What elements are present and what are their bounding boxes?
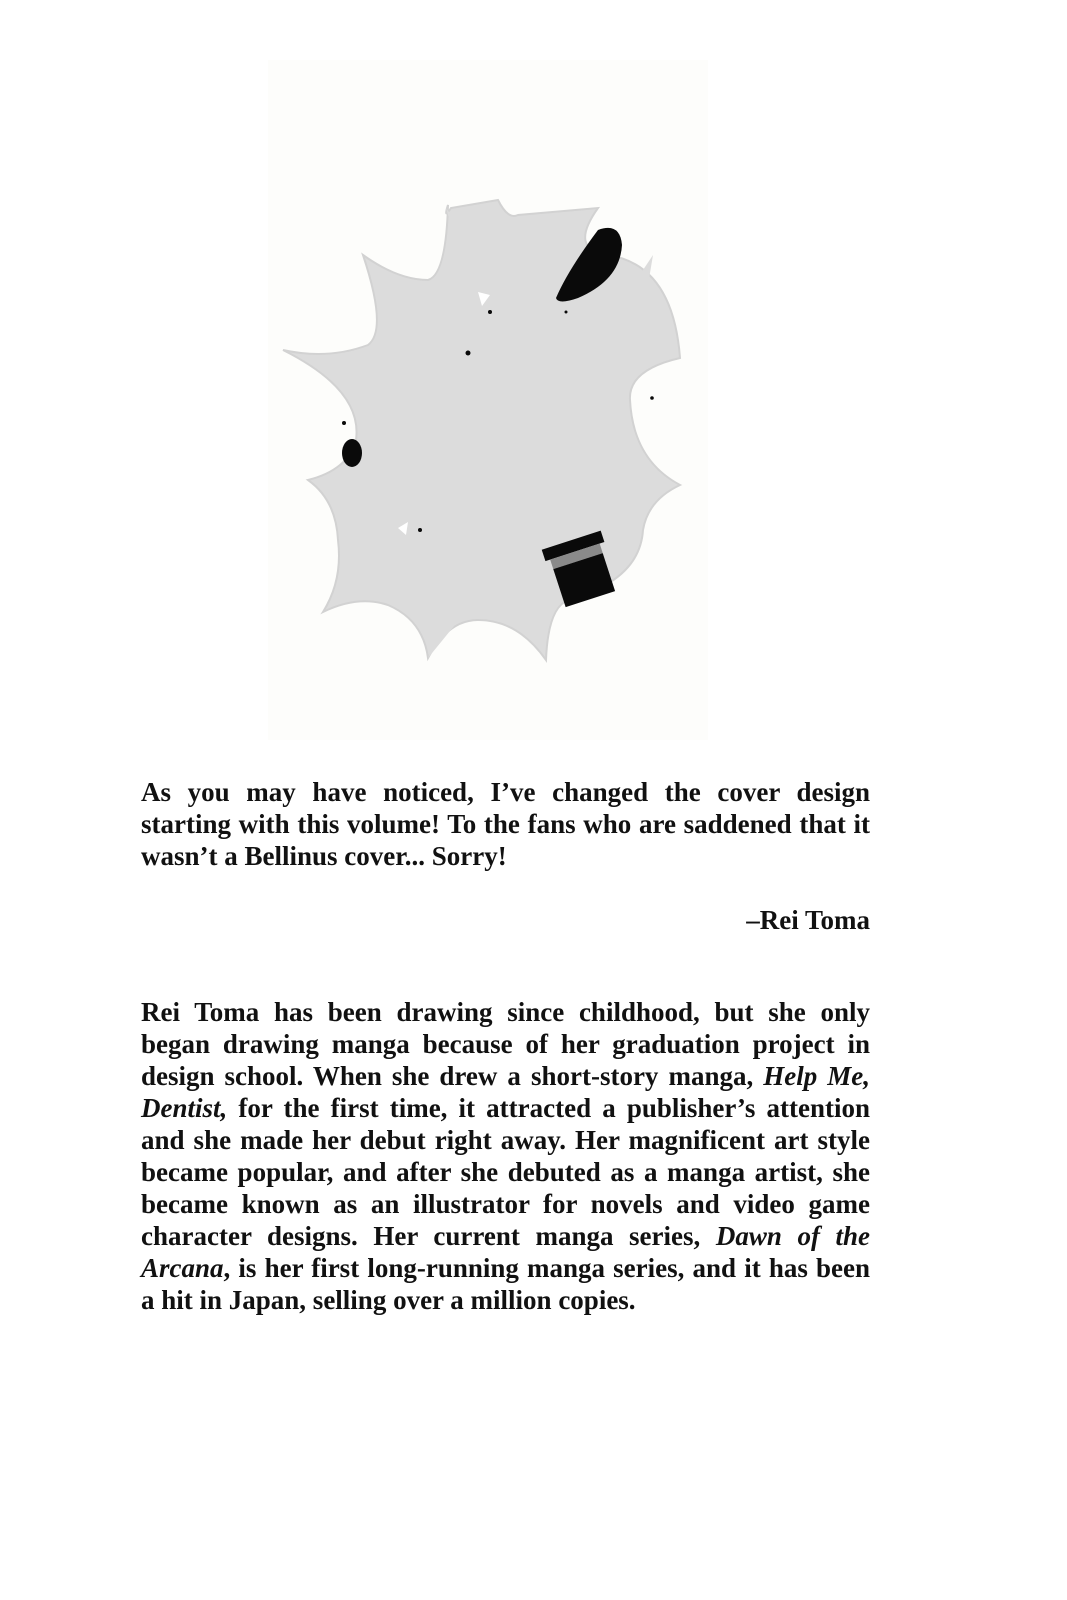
author-signature: –Rei Toma (746, 905, 870, 935)
illustration-panel (268, 60, 708, 740)
speck (342, 421, 346, 425)
speck (565, 311, 568, 314)
series-title: Dawn of the Arcana (141, 1221, 871, 1283)
ink-spot (342, 439, 362, 467)
bio-text: for the first time, it attracted a publisher’s attention and she made her debut right away. Her magnificent art style became popular, and after she debuted as a manga artist, she became known as an illustrator for novels and video game character designs. Her current manga series, (141, 1093, 871, 1251)
author-comment: As you may have noticed, I’ve changed the cover design starting with this volume! To the fans who are saddened that it wasn’t a Bellinus cover... Sorry! (141, 777, 870, 871)
bio-text: , is her first long-running manga series, and it has been a hit in Japan, selling over a million copies. (141, 1253, 870, 1315)
book-title: Help Me, Dentist, (141, 1061, 871, 1123)
speck (650, 396, 654, 400)
speck (466, 351, 471, 356)
speck (488, 310, 492, 314)
splat-hat-icon (268, 60, 708, 740)
bio-text: Rei Toma has been drawing since childhood, but she only began drawing manga because of her graduation project in design school. When she drew a short-story manga, (141, 997, 870, 1091)
splat-shape (283, 200, 680, 660)
speck (418, 528, 422, 532)
author-bio (141, 996, 870, 1316)
